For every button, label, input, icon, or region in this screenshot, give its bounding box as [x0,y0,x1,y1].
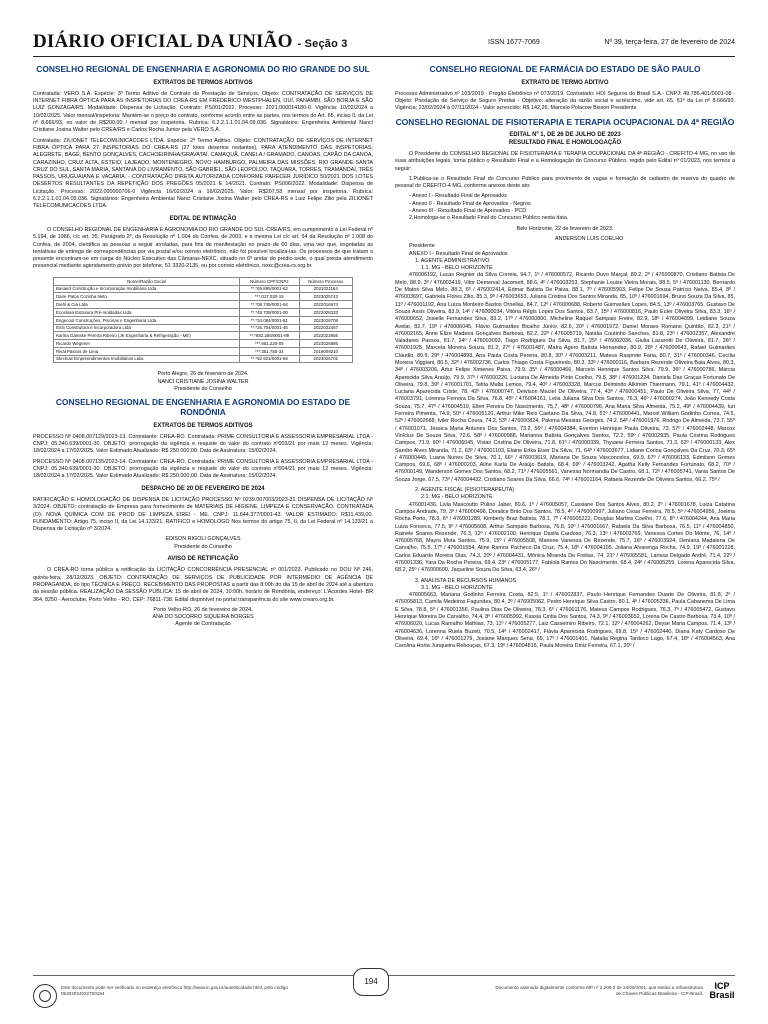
table-row [54,355,353,363]
table-row [54,316,353,324]
party-name-cell: Daire Patos Cozinha Neto [54,293,240,301]
party-name-cell: Karina Gamske Pereira Ribeiro (JK Engenharia & Refrigeração - ME) [54,332,240,340]
section-subtitle: EXTRATOS DE TERMOS ADITIVOS [153,79,253,86]
signature-block: ANDERSON LUÍS COELHO [555,235,624,242]
section-label: - Seção 3 [297,38,348,50]
signature-note: Documento assinado digitalmente conforme MP nº 2.200-2 de 24/08/2001, que institui a Infraestrutura de Chaves Públicas Brasileira - ICP-Brasil. [495,985,703,996]
document-number-cell: ***.017.020-15 [240,293,299,301]
org-title: CONSELHO REGIONAL DE FISIOTERAPIA E TERAPIA OCUPACIONAL DA 4ª REGIÃO [395,116,735,127]
process-number-cell: 2019009210 [299,347,352,355]
paragraph: PROCESSO Nº 0408.007129/2023-13. Contratante: CREA-RO. Contratada: PRIME CONSULTORIA E ASSESSORIA EMPRESARIAL LTDA - CNPJ: 05.340.639/0001-30. OBJETO: prorrogação da vigência e reajuste do valor do contrato nº003/21 por mais 12 meses. Vigência: 18/02/2024 a 17/02/2025. Valor Estimado Atualizado: R$ 250.000,00. Data de Assinatura: 15/02/2024. [33,433,373,455]
issue-info: Nº 39, terça-feira, 27 de fevereiro de 2024 [604,39,735,46]
section-subtitle: EXTRATO DE TERMO ADITIVO [521,79,609,86]
section-subtitle: EDITAL Nº 1, DE 26 DE JULHO DE 2023 [509,132,621,139]
party-name-cell: Ecosloan Estrutura Pré-moldadas Ltda [54,308,240,316]
document-number-cell: **.*92.921/0001-68 [240,355,299,363]
paragraph: RATIFICAÇÃO E HOMOLOGAÇÃO DE DISPENSA DE LICITAÇÃO PROCESSO Nº 0239.007003/2023-31 DISPENSA DE LICITAÇÃO Nº 3/2024. OBJETO: contratação de Empresa para fornecimento de MATERIAIS DE HIGIENE, LIMPEZA E CONSERVAÇÃO. CONTRATADA (O): NOVA QUÍMICA COM DE PROD DE LIMPEZA EIREI - ME. CNPJ: 11.644.377/0001-43. VALOR ESTIMADO: R$11.439,00. FUNDAMENTO: Artigo 75, inciso II, da Lei 14.133/21. RATIFICO e HOMOLOGO Nos termos do artigo 75, II, da Lei Federal nº 14.133/21 a Dispensa de Licitação nº 3/2024. [33,496,373,533]
document-number-cell: ***.351.780-34 [240,347,299,355]
paragraph: PROCESSO Nº 0408.007135/2023-14. Contratante: CREA-RO. Contratada: PRIME CONSULTORIA E ASSESSORIA EMPRESARIAL LTDA - CNPJ: 05.340.639/0001-30. OBJETO: prorrogação da vigência e reajuste do valor do contrato nº004/21 por mais 12 meses. Vigência: 18/02/2024 a 17/02/2025. Valor Estimado Atualizado: R$ 250.000,00. Data de Assinatura: 15/02/2024. [33,458,373,480]
process-number-cell: 2023026708 [299,316,352,324]
party-name-cell: Basaert Construção e Incorporação Imobiliária Ltda [54,285,240,293]
process-number-cell: 2023026885 [299,340,352,348]
annex-headings: 3. ANALISTA DE RECURSOS HUMANOS 3.1. MG - BELO HORIZONTE [415,577,517,591]
table-row [54,293,353,301]
document-number-cell: **.*48.708/0001-00 [240,308,299,316]
table-row [54,308,353,316]
org-title: CONSELHO REGIONAL DE ENGENHARIA E AGRONOMIA DO RIO GRANDE DO SUL [36,64,370,74]
party-name-cell: Diehl & Cia Ltda [54,301,240,309]
gazette-title: DIÁRIO OFICIAL DA UNIÃO [33,31,293,52]
table-header: Nome/Razão Social [54,277,240,285]
party-name-cell: Rival Passos de Lima [54,347,240,355]
page-footer [33,975,735,1016]
process-number-cell: 2023026702 [299,355,352,363]
notified-parties-table [53,277,353,364]
icp-brasil-logo: ICP Brasil [709,981,735,1000]
document-number-cell: **.*34.084/0001-81 [240,316,299,324]
table-row [54,340,353,348]
signature-block: Porto Velho-RO, 26 de fevereiro de 2024. ANA DO SOCORRO SIQUEIRA BORGES Agente de Contratação [152,606,254,628]
section-subtitle: EXTRATOS DE TERMOS ADITIVOS [153,422,253,429]
candidate-list: 476006192, Lucas Regnier da Silva Correia, 94.7, 1º / 476000572, Ricardo Duvo Marçal, 89.2, 2º / 476000870, Cristiano Batista De Melo, 88.9, 3º / 476003419, Vitor Demerval Jacomett, 88.6, 4º / 476003253, Stephanie Louise Vieira Morais, 88.5, 5º / 476001130, Bernardo De Matos Silva Melo, 88.3, 6º / 476002414, Edmar Batista De Paiva, 88.1, 7º / 476005993, Felipe De Sousa Patrício Neiva, 85.4, 8º / 476003697, Gabriela Flores Zilio, 85.3, 9º / 476003653, Juliana Cristina Dos Santos Miranda, 85, 10º / 476001694, Bruno Souza Da Silva, 85, 11º / 476001192, Ana Luiza Monteiro Bastos Ornellas, 84.7, 12º / 476000688, Roberto Guimarães Lopes, 84.5, 13º / 476003765, Gustavo De Souza Assis Oliveira, 83.9, 14º / 476000034, Vitória Régis Lopes Dos Santos, 83.7, 15º / 476000816, Paulo Euler Oliveira Silva, 83.3, 16º / 476000652, Josielle Fernandes Silva, 83.2, 17º / 476000800, Micheline Raquel Sampaio Freire, 82.9, 18º / 476004099, Leidiane Souza Avelar, 82.7, 19º / 476006045, Flávio Guimarães Bicalho Júnior, 82.6, 20º / 476001972, Daniel Moraes Romano Quintão, 82.3, 21º / 476002165, Anne Elize Madeira Gonçalves Barbosa, 82.2, 22º / 476005719, Natália Coutinho Sanches, 81.8, 23º / 476002357, Alexandre Valadares Passos, 81.7, 24º / 476003093, Tiago Rodrigues Da Silva, 81.7, 25º / 476002036, Giulia Lazarotti De Oliveira, 81.7, 26º / 476001925, Marcela Moreira Souza, 81.2, 27º / 476001487, Maíra Agero Batista Hernandez, 80.9, 28º / 476000643, Rafael Guimarães Cláudio, 80.9, 29º / 476004893, Ana Paula Costa Pereira, 80.8, 30º / 476003211, Mateus Rasprete Faria, 80.7, 31º / 476000346, Cecília Moreira Viggiani, 80.5, 32º / 476002736, Carlos Thiago Costa Figueiredo, 80.3, 33º / 476000116, Barbara Rezende Oliveira Baia Alves, 80.3, 34º / 476003206, Artur Felipe Ximenes Paiva, 79.9, 35º / 476000466, Marcelo Henrique Santos Silva, 79.9, 36º / 476000786, Márcia Aparecida Silva Araújo, 79.9, 37º / 476000226, Luciana De Almeida Pinto Coelho, 79.8, 38º / 476001224, Daniela Das Graças Fortunato De Oliveira, 79.8, 39º / 476001701, Telita Malta Lemos, 79.4, 40º / 476003328, Marcus Delmindo Alkimim Thiermann, 79.1, 41º / 476004432, Luciana Aparecida Criste, 78, 42º / 476000747, Deivison Maciel De Oliveira, 77.4, 43º / 476000451, Paulo De Oliveira Silva, 77, 44º / 476003791, Lorenna Ferreira Da Silva, 76.8, 45º / 476004161, Leila Juliana Silva Dos Santos, 76.3, 46º / 476000274, João Kennedy Costa Souza, 75.7, 47º / 476004519, Ellen Pereira Do Nascimento, 75.7, 48º / 476000796, Ana Maria Silva Almeida, 75.2, 49º / 476004439, Iuri Ferreira Pimenta, 74.9, 50º / 476005120, Arthur Mike Reis Caetano Da Silva, 74.8, 51º / 476000441, Marcel William Godinho Correa, 74.5, 52º / 476002688, Iviler Rocha Coura, 74.2, 53º / 476000824, Paloma Messias Georges, 74.2, 54º / 476001976, Rodrigo De Almeida, 73.7, 55º / 476001071, Jéssica Maria Antunes Dos Santos, 73.2, 56º / 476004384, Everton Henrique Paula Oliveira, 73, 57º / 476002448, Marcos Vinícius De Souza Silva, 72.6, 58º / 476000988, Marianna Batista Gonçalves Santos, 72.2, 59º / 476002935, Paula Cristina Rodrigues Campos, 71.9, 60º / 476006045, Vivian Cristina De Oliveira, 71.8, 61º / 476000339, Thyvane Ferreira Santos, 71.3, 62º / 476000133, Alex Sandro Alves Miranda, 71.2, 63º / 476001103, Elaine Erika Eiser Da Silva, 71, 64º / 476003677, Lidiane Corina Gonçalves Da Cruz, 70.3, 65º / 476000449, Luana Nunes De Silva, 70.1, 66º / 476003619, Mariana De Souza Vasconcelos, 69.9, 67º / 476006133, Edmilson Gomes Campos, 69.6, 68º / 476000203, Aline Karla De Araújo Batista, 68.4, 69º / 476003242, Agatha Kelly Fernandes Fortunato, 68.2, 70º / 476000149, Wanderson Gomes Dos Santos, 68.2, 71º / 476005561, Vanessa Normandia De Castro, 68.1, 72º / 476005741, Vania Santos De Souza Jorge, 67.5, 73º / 476004432, Cristiano Soares Da Silva, 66.6, 74º / 476001164, Rafaela Rezende De Oliveira Santos, 66.2, 75º / [395,272,735,483]
party-name-cell: Ricardo Wegener [54,340,240,348]
table-header: Número Processo [299,277,352,285]
document-number-cell: **.*892.286/0001-89 [240,332,299,340]
right-column [395,60,735,654]
annex-headings: Presidente ANEXO I - Resultado Final de Aprovados 1. AGENTE ADMINISTRATIVO 1.1. MG - BELO HORIZONTE [409,243,508,272]
national-seal-icon [33,984,57,1008]
section-subtitle: AVISO DE RETIFICAÇÃO [167,556,239,563]
table-row [54,347,353,355]
section-subtitle: DESPACHO DE 20 DE FEVEREIRO DE 2024 [141,485,265,492]
paragraph: O CONSELHO REGIONAL DE ENGENHARIA E AGRONOMIA DO RIO GRANDE DO SUL-CREA/RS, em cumprimento à Lei Federal nº 5.194, de 1966, c/c art. 35, Parágrafo 2º, da Resolução nº 1.004 do Confea, de 2003, e à mesma Lei c/c art. 54 da Resolução nº 1.008 do Confea, de 2004, científica as pessoas a seguir arroladas, para fins de manifestação no prazo de 60 dias, uma vez que, esgotadas as tentativas de entrega de correspondências por via postal e/ou correio eletrônico, não foi possível localizá-las. Os processos de que tratam o presente encontram-se em carga do Núcleo Executivo das Câmaras-NEXC, situado no 6º andar do prédio-sede, o qual presta atendimento presencial mediante agendamento prévio por telefone, 51 3320-2135, ou por correio eletrônico, nexc@crea-rs.org.br. [33,226,373,270]
process-number-cell: 2023025743 [299,293,352,301]
table-row [54,285,353,293]
section-subtitle: RESULTADO FINAL E HOMOLOGAÇÃO [508,139,622,146]
party-name-cell: Engecool Construções, Piscinas e Engenharia Ltda. [54,316,240,324]
document-number-cell: ***.961.220-05 [240,340,299,348]
party-name-cell: Stechow Empreendimentos Imobiliários Ltda. [54,355,240,363]
process-number-cell: 2022022955 [299,332,352,340]
paragraph: Contratada: VERO S.A. Espécie: 3º Termo Aditivo de Contrato de Prestação de Serviços. Objeto: CONTRATAÇÃO DE SERVIÇOS DE INTERNET FIBRA ÓPTICA PARA AS INSPETORIAS DO CREA-RS EM FREDERICO WESTPHALEN, IJUÍ, PANAMBI, SÃO BORJA E SÃO LUIZ GONZAGA/RS. Modalidade: Dispensa de Licitação. Contrato: PS001/2022. Processo: 2021.000014180-0. Vigência: 10/02/2024 a 10/02/2025. Valor mensal/inspetoria: Mantém-se o preço do contrato, conforme acordo entre as partes, nos termos do Art. 65, inciso II, da Lei nº 8.666/93, no valor de R$200,00 / mensal por inspetoria. Rubrica: 6.2.2.1.1.01.04.09.036. Signatários: Engenheira Ambiental Nanci Cristiane Josina Walter pelo CREA/RS e Carlos Rocha Junior pela VERO S.A. [33,90,373,134]
paragraph: O Presidente do CONSELHO REGIONAL DE FISIOTERAPIA E TERAPIA OCUPACIONAL DA 4ª REGIÃO - CREFITO-4 MG, no uso de suas atribuições legais, torna público o Resultado Final e a Homologação do Concurso Público, regido pelo Edital nº 01/2023, nos termos a seguir: [395,150,735,172]
left-column [33,60,373,629]
issn: ISSN 1677-7069 [488,39,540,46]
paragraph: Processo Administrativo nº 103/2019 - Pregão Eletrônico nº 073/2019. Contratado: HDI Seguros do Brasil S.A - CNPJ: 49.786.401/0001-08 - Objeto: Prestação de Serviço de Seguro Predial - Objetivo: alteração da razão social e acréscimo, vide art. 65, §1º da Lei nº 8.666/93. Vigência: 23/02/2024 à 07/11/2024 - Valor acrescido: R$ 142,26. Marcelo Polacow Bisson Presidente [395,90,735,112]
party-name-cell: ESS Construtora e Incorporadora Ltda [54,324,240,332]
process-number-cell: 2022016674 [299,301,352,309]
document-number-cell: **.*08.749/0001-84 [240,301,299,309]
verification-note: Este documento pode ser verificado no endereço eletrônico http://www.in.gov.br/autenticidade.html, pelo código 05302024022700194 [61,985,288,996]
process-number-cell: 2021021164 [299,285,352,293]
paragraph: Contratada: ZILIONET TELECOMUNICACOES LTDA. Espécie: 2º Termo Aditivo. Objeto: CONTRATAÇÃO DE SERVIÇOS DE INTERNET FIBRA ÓPTICA PARA 27 INSPETORIAS DO CREA-RS (27 lotes desertos restantes), PARA ATENDIMENTO DAS INSPETORIAS: ALEGRETE, BAGÉ, BENTO GONÇALVES, CACHOEIRINHA/GRAVATAÍ, CAMAQUÃ, CANELA / GRAMADO, CANOAS, CAPÃO DA CANOA, CARAZINHO, CRUZ ALTA, ESTEIO, LAJEADO, MONTENEGRO, NOVO HAMBURGO, PALMEIRA DAS MISSÕES, RIO GRANDE SANTA CRUZ DO SUL, SANTA MARIA, SANTANA DO LIVRAMENTO, SÃO GABRIEL, SÃO LEOPOLDO, TAQUARA, TORRES, TRAMANDAÍ, TRÊS PASSOS, URUGUAIANA E VACARIA. - CONTRATAÇÃO DIRETA AUTORIZADA CONFORME PARECER JURÍDICO 50/2021 DOS LOTES DESERTOS RESULTANTES DA REPETIÇÃO DOS PREGÕES 05/2021 E 14/2021. Contrato: PS006/2022. Modalidade: Dispensa de Licitação. Processo: 2022.000000706-0 Vigência 16/02/2024 a 16/02/2025. Valor: R$207,58 mensal por inspetoria. Rubrica: 6.2.2.1.1.01.04.09.036. Signatários: Engenheira Ambiental Nanci Cristiane Josina Walter pelo CREA-RS e Luiz Felipe Zilio pela ZILIONET TELECOMUNICACOES LTDA. [33,137,373,210]
section-subtitle: EDITAL DE INTIMAÇÃO [169,215,237,222]
page-header [33,28,735,57]
org-title: CONSELHO REGIONAL DE ENGENHARIA E AGRONOMIA DO ESTADO DE RONDÔNIA [55,397,351,417]
candidate-list: 476005663, Mariana Godinho Ferreira Costa, 82.5, 1º / 476002837, Paulo Henrique Fernandes Duarte De Oliveira, 81.8, 2º / 476005813, Camila Medeiros Fagundes, 80.4, 3º / 476005062, Pedro Henrique Silva Castro, 80.1, 4º / 476005336, Paula Cabanema De Lima E Silva, 78.8, 5º / 476001356, Paulina Dias De Oliveira, 78.3, 6º / 476001176, Mateus Campos Rodrigues, 76.3, 7º / 476005472, Gustavo Henrique Moreira De Carvalho, 74.4, 8º / 476005992, Kassia Cintia Dos Santos, 74.3, 9º / 476003652, Lorena De Castro Barbosa, 73.4, 10º / 476006020, Lucas Ramalho Mathias, 73, 11º / 476005277, Laiz Cassemiro Ribeiro, 72.1, 12º / 476004262, Deyse Maria Campos, 71.4, 13º / 476004636, Lorenna Ruela Buzeti, 70.5, 14º / 476002417, Flávia Aparecida Rodrigues, 69.8, 15º / 476002440, Diana Katy Cardoso De Oliveira, 69.4, 16º / 476001279, Josiane Marques Sena, 69, 17º / 476001401, Natalia Regina Tardoco Lago, 67.4, 18º / 476004563, Ana Carolina Horta Junqueira Rebouças, 67.3, 19º / 476004816, Paula Moreira Diniz Ferreira, 67.1, 20º / [395,592,735,650]
table-header: Número CPF/CNPJ [240,277,299,285]
annex-list: - Anexo I - Resultado Final de Aprovados - Anexo II - Resultado Final de Aprovados - Negros - Anexo III - Resultado Final de Aprovados - PCD 2.Homologa-se o Resultado Final do Concurso Público nesta data. [409,193,569,222]
document-number-cell: **.*65.895/0001-62 [240,285,299,293]
date-line: Belo Horizonte, 22 de fevereiro de 2023. [516,225,614,232]
table-row [54,301,353,309]
process-number-cell: 2022032467 [299,324,352,332]
paragraph: O CREA-RO torna pública a retificação da LICITAÇÃO CONCORRÊNCIA PRESENCIAL nº 001/2023. Publicado no DOU Nº 246, quinta-feira, 28/12/2023. OBJETO: CONTRATAÇÃO DE SERVIÇOS DE PUBLICIDADE POR INTERMÉDIO DE AGÊNCIA DE PROPAGANDA, do tipo TÉCNICA E PREÇO. RECEBIMENTO DAS PROPOSTAS a partir das 8:00h do dia 15 de abril de 2024 até a abertura da sessão pública. REALIZAÇÃO DA SESSÃO PÚBLICA: 15 de abril de 2024, 10:00h, horário de Rondônia, endereço: L'Acordes Hotel- BR 364, 8250 - Aeroclube, Porto Velho - RO, CEP: 76811-738. Edital disponível no portal transparência do site www.crearo.org.br. [33,567,373,603]
table-row [54,324,353,332]
page-number: 194 [353,968,389,996]
table-row [54,332,353,340]
paragraph: 1.Publica-se o Resultado Final do Concurso Público para provimento de vagas e formação de cadastro de reserva do quadro de pessoal do CREFITO-4 MG, conforme anexos deste ato: [395,175,735,190]
org-title: CONSELHO REGIONAL DE FARMÁCIA DO ESTADO DE SÃO PAULO [429,64,701,74]
document-number-cell: **.*26.704/0001-46 [240,324,299,332]
process-number-cell: 2022028333 [299,308,352,316]
signature-block: EDISON RIGOLI GONÇALVES Presidente do Conselho [165,536,241,550]
candidate-list: 476001436, Livia Mascoutto Pulino Jaber, 80.6, 1º / 476005057, Cassiane Dos Santos Alves, 80.2, 2º / 476001678, Luiza Catarina Campos Andrade, 79, 3º / 476000496, Doralice Brito Dos Santos, 78.5, 4º / 476000997, Juliano Cesar Ferreira, 78.5, 5º / 476004956, Joelma Rocha Porto, 78.3, 6º / 476001289, Kimberly Braz Batista, 78.1, 7º / 476005222, Douglas Martins Coelho, 77.6, 8º / 476004244, Ana Maria Luiza Fonseca, 77.5, 9º / 476005608, Arthur Sampaio Barbosa, 76.8, 10º / 476001667, Rafaela Da Silva Barbosa, 76.5, 11º / 476004850, Rainele Soares Rezende, 76.3, 12º / 476002100, Henrique Davila Cardoso, 76.3, 13º / 476003769, Vanessa Cortes Do Monte, 76, 14º / 476005768, Mayra Mota Santos, 75.9, 15º / 476005508, Mariene Vanessa De Rezende, 75.7, 16º / 476003924, Deniana Madalena De Carvalho, 75.5, 17º / 476001554, Aline Ramos Pacheco Da Cruz, 75.4, 18º / 476004105, Juliana Alvarenga Rocha, 74.9, 19º / 476001228, Carlos Eduardo Moreira Dias, 74.3, 20º / 476004431, Mônica Miranda De Freitas, 74, 21º / 476005581, Larissa Delgado André, 71.4, 22º / 476001336, Yara Da Rocha Pereira, 69.4, 23º / 476005177, Fabíola Ramos Do Nascimento, 68.4, 24º / 476005259, Lorena Aparecida Silva, 68.2, 25º / 476000600, Jaqueline Souza Da Silva, 63.4, 26º / [395,501,735,574]
signature-block: Porto Alegre, 26 de fevereiro de 2024. NANCI CRISTIANE JOSINA WALTER Presidente do Conselho [157,371,249,393]
annex-headings: 2. AGENTE FISCAL (FISIOTERAPEUTA) 2.1. MG - BELO HORIZONTE [415,487,515,501]
